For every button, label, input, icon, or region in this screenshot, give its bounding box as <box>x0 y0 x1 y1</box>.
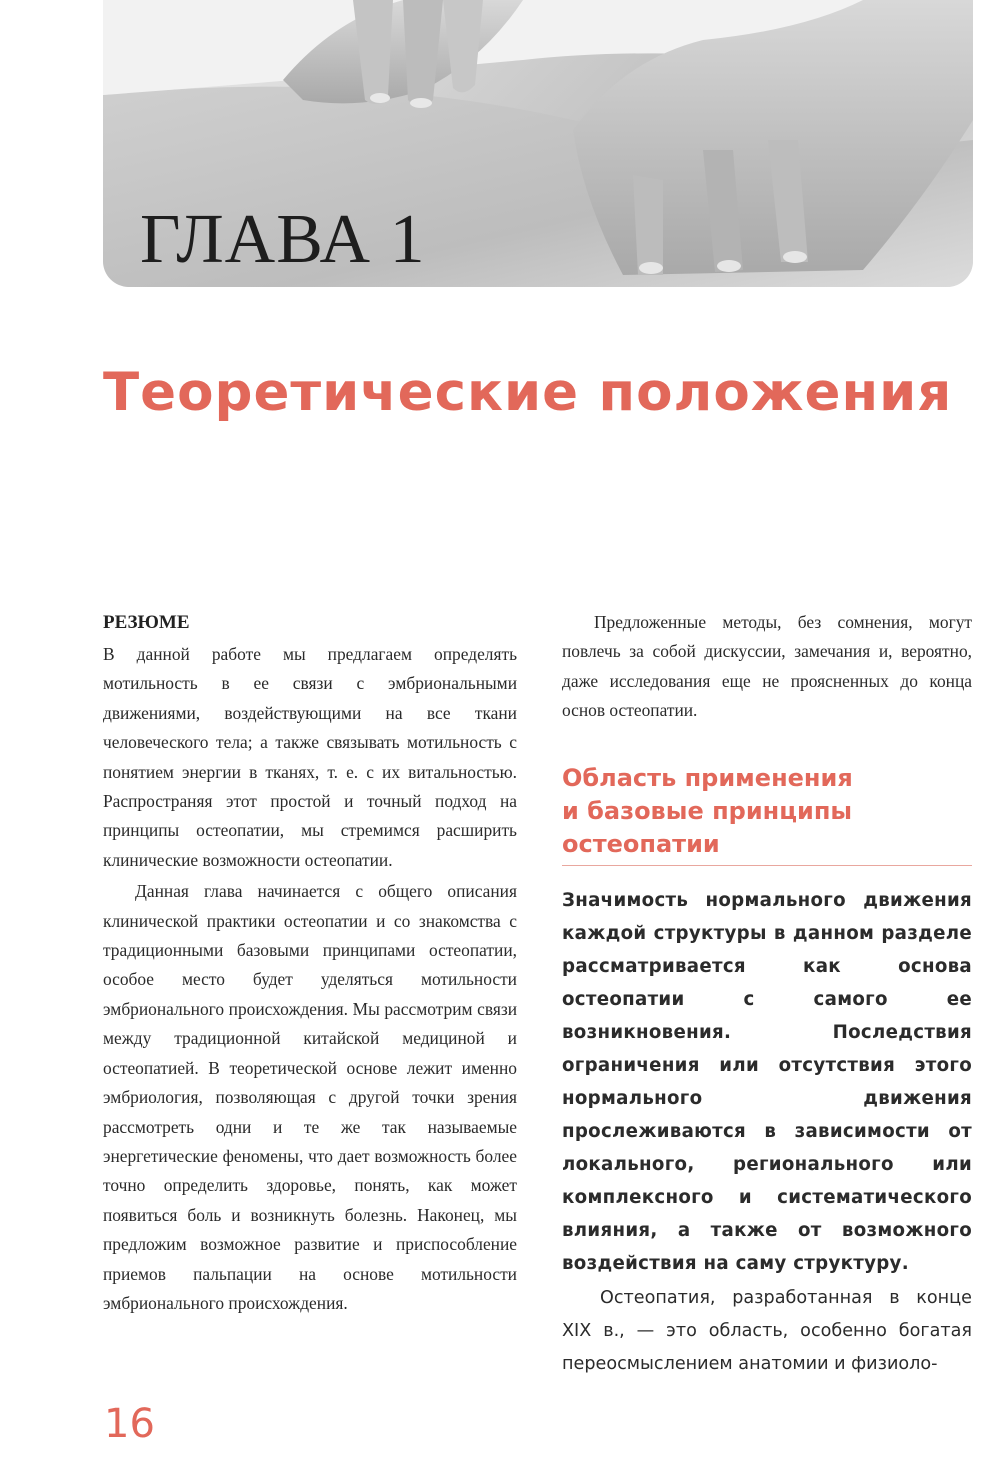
section-heading-line-2: и базовые принципы <box>562 796 853 825</box>
resume-paragraph-1: В данной работе мы предлагаем определять мотильность в ее связи с эмбриональными движениями, воздействующими на все ткани человеческого тела; а также связывать мотильность с понятием энергии в тканях, т. е. с их витальностью. Распространяя этот простой и точный подход на принципы остеопатии, мы стремимся расширить клинические возможности остеопатии. <box>103 644 517 870</box>
chapter-label: ГЛАВА 1 <box>140 201 426 278</box>
resume-heading: РЕЗЮМЕ <box>103 612 190 633</box>
page-number: 16 <box>104 1401 155 1447</box>
section-heading <box>562 762 972 866</box>
resume-paragraph-2: Данная глава начинается с общего описания клинической практики остеопатии и со знакомства с традиционными базовыми принципами остеопатии, особое место будет уделяться мотильности эмбрионального происхождения. Мы рассмотрим связи между традиционной китайской медициной и остеопатией. В теоретической основе лежит именно эмбриология, позволяющая с другой точки зрения рассмотреть одни и те же так называемые энергетические феномены, что дает возможность более точно определить здоровье, понять, как может появиться боль и возникнуть болезнь. Наконец, мы предложим возможное развитие и приспособление приемов пальпации на основе мотильности эмбрионального происхождения. <box>103 881 517 1313</box>
section-heading-line-1: Область применения <box>562 763 853 792</box>
osteopathy-paragraph: Остеопатия, разработанная в конце XIX в., — это область, особенно богатая переосмыслением анатомии и физиоло- <box>562 1287 972 1374</box>
chapter-title: Теоретические положения <box>103 361 953 423</box>
lead-paragraph: Значимость нормального движения каждой структуры в данном разделе рассматривается как основа остеопатии с самого ее возникновения. Последствия ограничения или отсутствия этого нормального движения прослеживаются в зависимости от локального, регионального или комплексного и систематического влияния, а также от возможного воздействия на саму структуру. <box>562 889 972 1274</box>
section-heading-line-3: остеопатии <box>562 829 720 858</box>
right-column <box>562 608 972 1381</box>
methods-paragraph: Предложенные методы, без сомнения, могут повлечь за собой дискуссии, замечания и, вероятно, даже исследования еще не проясненных до конца основ остеопатии. <box>562 612 972 721</box>
left-column <box>103 608 517 1318</box>
